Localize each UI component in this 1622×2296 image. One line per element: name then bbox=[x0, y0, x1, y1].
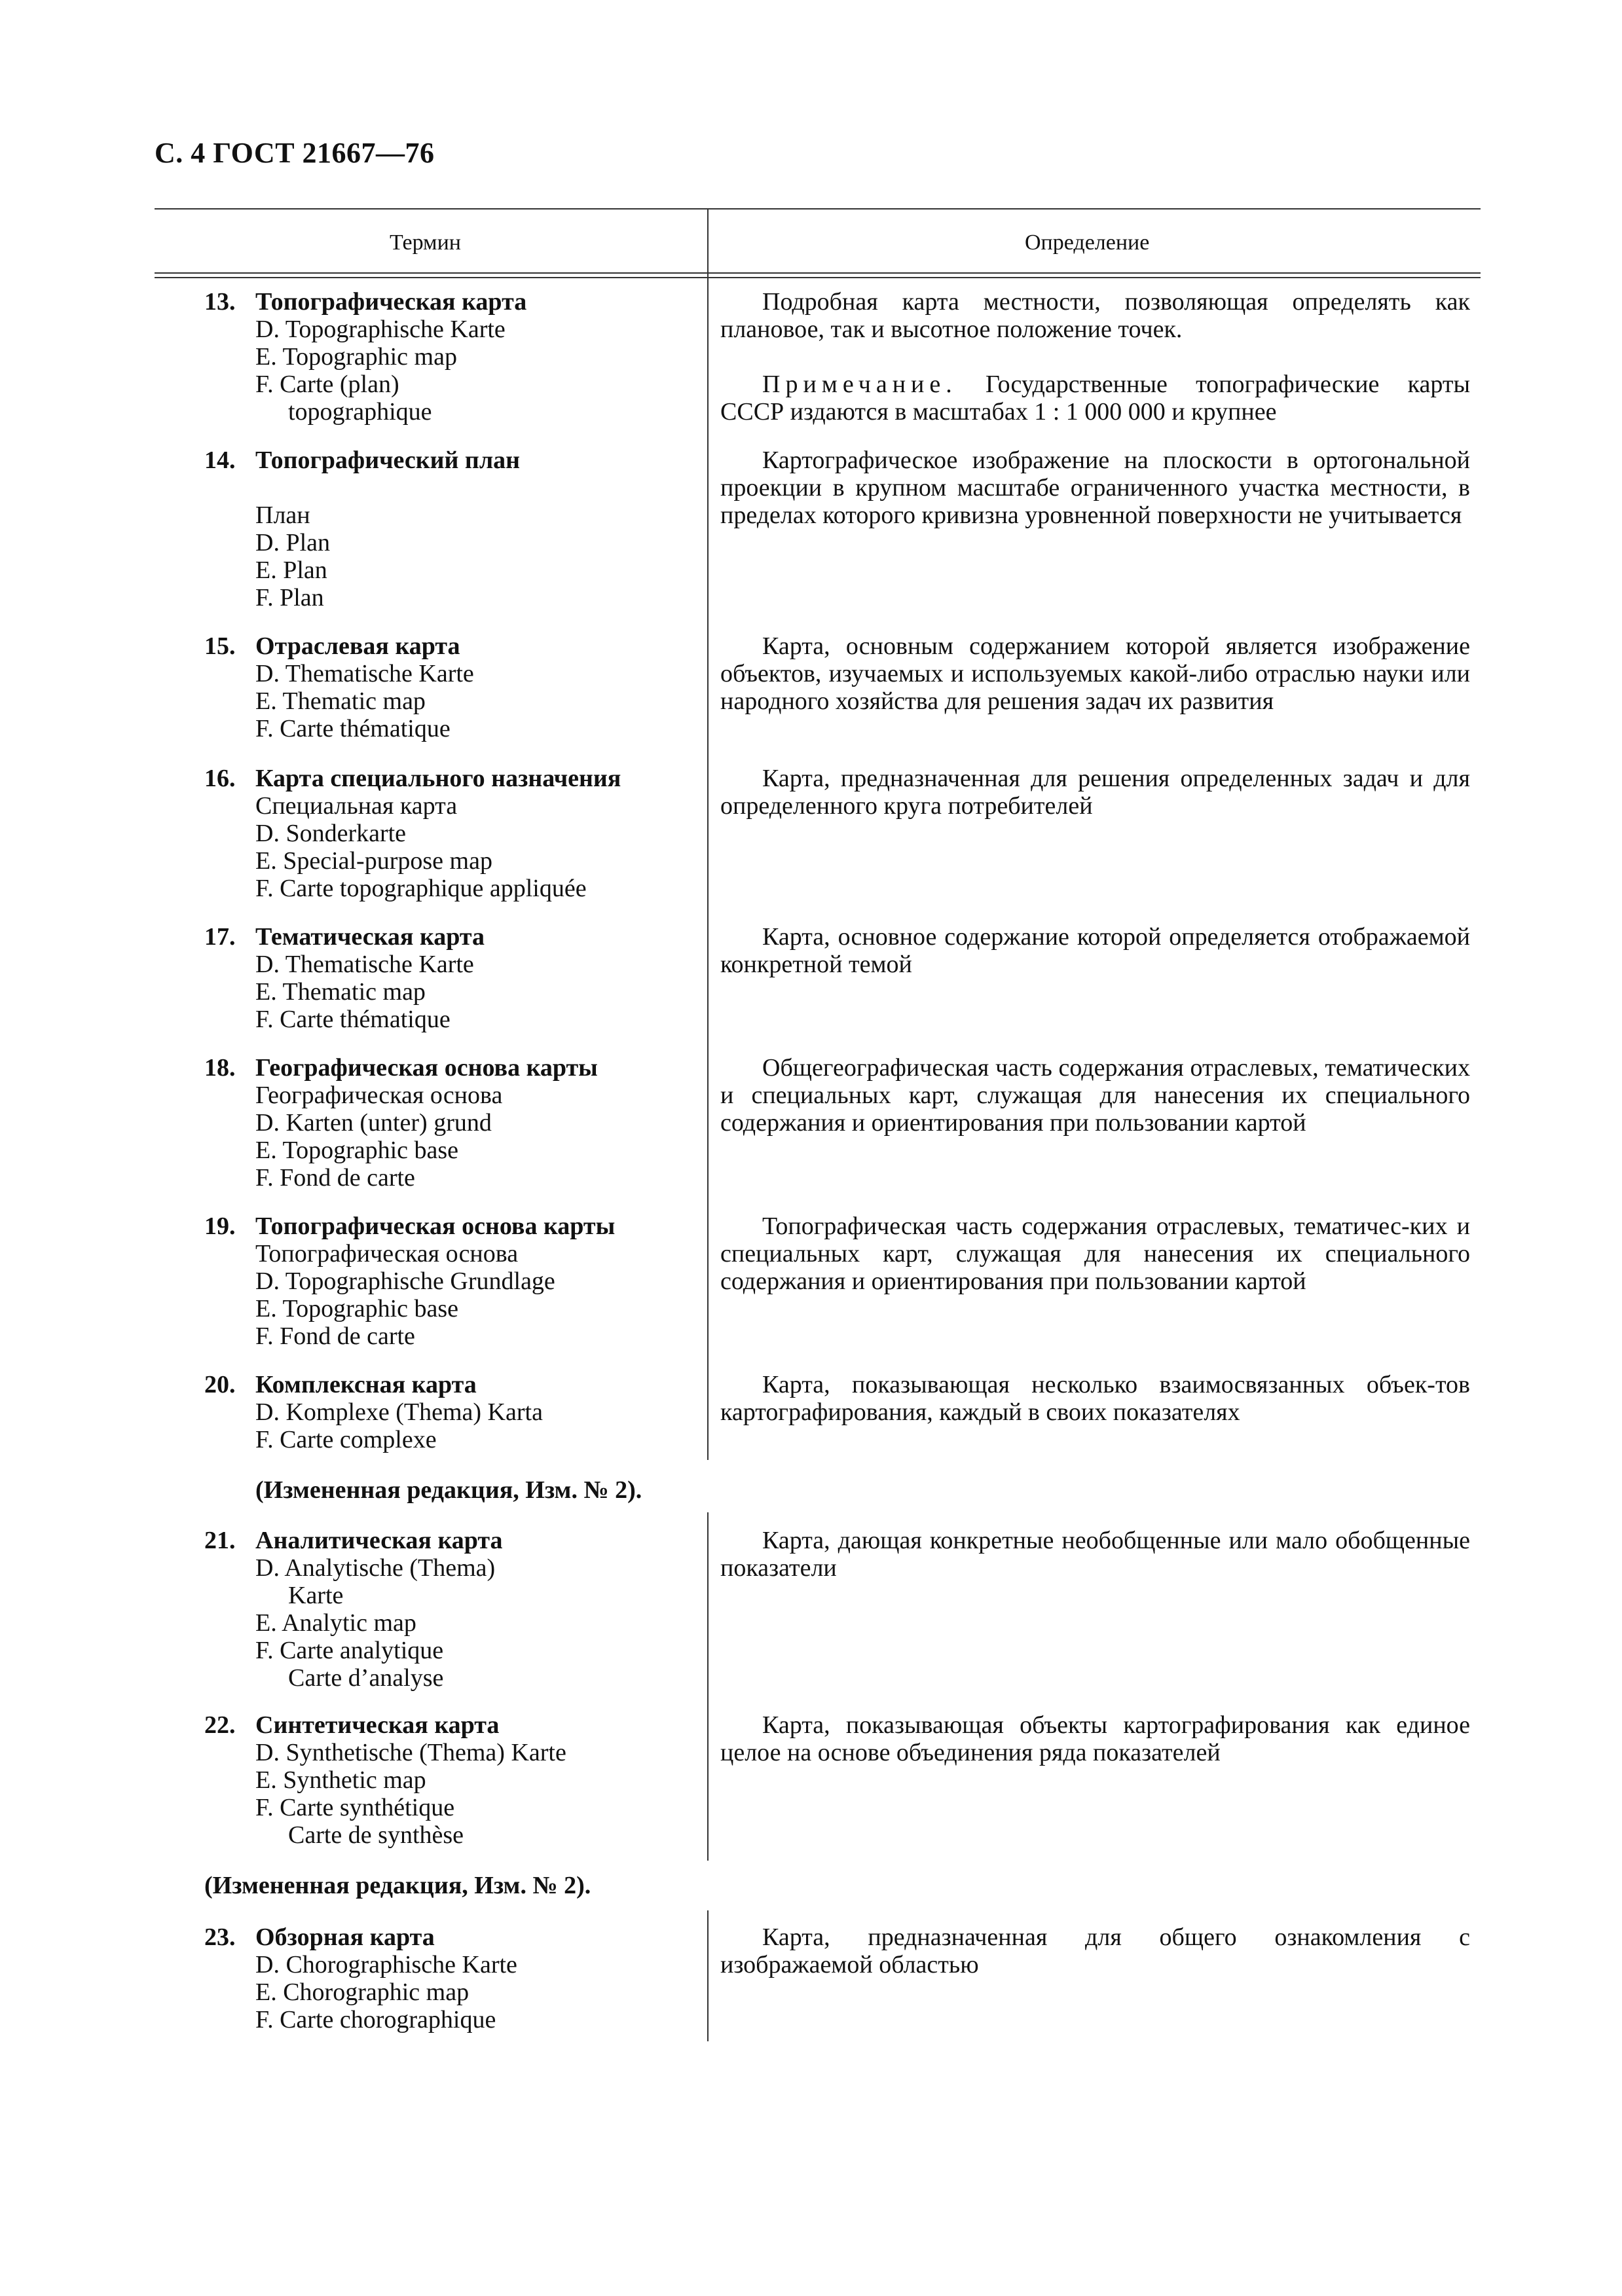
term-translation: D. Karten (unter) grund bbox=[255, 1109, 492, 1137]
term-heading: Отраслевая карта bbox=[255, 632, 460, 660]
term-cell bbox=[204, 1711, 689, 1849]
term-translation: D. Chorographische Karte bbox=[255, 1951, 517, 1978]
definition-cell bbox=[720, 632, 1470, 715]
term-translation: E. Thematic map bbox=[255, 978, 426, 1006]
definition-text: Карта, основное содержание которой определяется отображаемой конкретной темой bbox=[720, 923, 1470, 978]
column-header-term: Термин bbox=[390, 230, 461, 255]
definition-cell bbox=[720, 1212, 1470, 1295]
amendment-note: (Измененная редакция, Изм. № 2). bbox=[255, 1476, 642, 1504]
term-heading: Топографическая основа карты bbox=[255, 1212, 616, 1240]
definition-cell bbox=[720, 765, 1470, 820]
term-translation: D. Plan bbox=[255, 529, 330, 556]
term-translation: F. Plan bbox=[255, 584, 324, 611]
term-translation: D. Komplexe (Thema) Karta bbox=[255, 1398, 543, 1426]
term-heading: Аналитическая карта bbox=[255, 1527, 503, 1554]
column-header-definition: Определение bbox=[1025, 230, 1150, 255]
term-translation: Carte de synthèse bbox=[288, 1821, 464, 1849]
term-cell bbox=[204, 765, 689, 902]
term-translation: E. Plan bbox=[255, 556, 327, 584]
term-cell bbox=[204, 1054, 689, 1192]
term-translation: Специальная карта bbox=[255, 792, 458, 820]
definition-text: Общегеографическая часть содержания отраслевых, тематических и специальных карт, служащая для нанесения их специального содержания и ориентирования при пользовании картой bbox=[720, 1054, 1470, 1137]
term-translation: План bbox=[255, 501, 310, 529]
definition-cell bbox=[720, 1527, 1470, 1582]
term-translation: E. Thematic map bbox=[255, 687, 426, 715]
definition-text: Картографическое изображение на плоскости в ортогональной проекции в крупном масштабе ограниченного участка местности, в пределах которого кривизна уровненной поверхности не учитывается bbox=[720, 446, 1470, 529]
entry-number: 15. bbox=[204, 632, 236, 660]
entry-number: 21. bbox=[204, 1527, 236, 1554]
term-translation: D. Topographische Karte bbox=[255, 316, 506, 343]
term-heading: Обзорная карта bbox=[255, 1923, 435, 1951]
column-divider bbox=[707, 1910, 709, 2041]
term-translation: topographique bbox=[288, 398, 432, 426]
entry-number: 16. bbox=[204, 765, 236, 792]
entry-number: 18. bbox=[204, 1054, 236, 1082]
definition-text: Карта, показывающая объекты картографирования как единое целое на основе объединения ряда показателей bbox=[720, 1711, 1470, 1766]
definition-cell bbox=[720, 288, 1470, 426]
term-cell bbox=[204, 288, 689, 426]
definition-text: Карта, основным содержанием которой является изображение объектов, изучаемых и используемых какой-либо отраслью науки или народного хозяйства для решения задач их развития bbox=[720, 632, 1470, 715]
note-text: Государственные топографические карты СССР издаются в масштабах 1 : 1 000 000 и крупнее bbox=[720, 371, 1470, 426]
term-heading: Географическая основа карты bbox=[255, 1054, 598, 1082]
term-translation: E. Synthetic map bbox=[255, 1766, 426, 1794]
term-translation: F. Carte complexe bbox=[255, 1426, 437, 1453]
entry-number: 17. bbox=[204, 923, 236, 951]
definition-cell bbox=[720, 923, 1470, 978]
term-cell bbox=[204, 1923, 689, 2033]
term-translation: Carte d’analyse bbox=[288, 1664, 444, 1692]
definition-cell bbox=[720, 446, 1470, 529]
amendment-note: (Измененная редакция, Изм. № 2). bbox=[204, 1872, 591, 1899]
term-translation: D. Synthetische (Thema) Karte bbox=[255, 1739, 566, 1766]
term-translation: F. Carte synthétique bbox=[255, 1794, 455, 1821]
term-cell bbox=[204, 1527, 689, 1692]
entry-number: 19. bbox=[204, 1212, 236, 1240]
term-heading: Синтетическая карта bbox=[255, 1711, 500, 1739]
term-translation: F. Carte (plan) bbox=[255, 371, 399, 398]
definition-note bbox=[720, 371, 1470, 426]
entry-number: 20. bbox=[204, 1371, 236, 1398]
table-header-rule bbox=[155, 272, 1481, 274]
term-heading: Топографическая карта bbox=[255, 288, 527, 316]
term-cell bbox=[204, 1371, 689, 1453]
term-translation: F. Fond de carte bbox=[255, 1322, 415, 1350]
definition-cell bbox=[720, 1054, 1470, 1137]
term-translation: D. Thematische Karte bbox=[255, 951, 474, 978]
term-translation: F. Carte analytique bbox=[255, 1637, 444, 1664]
term-translation: D. Topographische Grundlage bbox=[255, 1267, 555, 1295]
term-heading: Карта специального назначения bbox=[255, 765, 621, 792]
definition-text: Карта, предназначенная для решения определенных задач и для определенного круга потребителей bbox=[720, 765, 1470, 820]
term-translation: F. Carte thématique bbox=[255, 1006, 451, 1033]
term-translation: F. Carte thématique bbox=[255, 715, 451, 742]
term-heading: Тематическая карта bbox=[255, 923, 485, 951]
note-label: Примечание. bbox=[762, 371, 957, 398]
term-translation: F. Fond de carte bbox=[255, 1164, 415, 1192]
term-heading: Комплексная карта bbox=[255, 1371, 477, 1398]
term-cell bbox=[204, 632, 689, 742]
entry-number: 22. bbox=[204, 1711, 236, 1739]
definition-text: Карта, дающая конкретные необобщенные или мало обобщенные показатели bbox=[720, 1527, 1470, 1582]
term-cell bbox=[204, 1212, 689, 1350]
term-translation: E. Topographic base bbox=[255, 1137, 459, 1164]
term-translation: D. Thematische Karte bbox=[255, 660, 474, 687]
term-translation: E. Special-purpose map bbox=[255, 847, 492, 875]
term-cell bbox=[204, 446, 689, 611]
term-translation: F. Carte chorographique bbox=[255, 2006, 496, 2033]
term-translation: Karte bbox=[288, 1582, 344, 1609]
column-divider bbox=[707, 1512, 709, 1861]
term-translation: D. Analytische (Thema) bbox=[255, 1554, 496, 1582]
term-translation: E. Topographic map bbox=[255, 343, 457, 371]
page-header: С. 4 ГОСТ 21667—76 bbox=[155, 137, 435, 169]
term-translation: F. Carte topographique appliquée bbox=[255, 875, 587, 902]
term-spacer bbox=[204, 474, 689, 501]
term-translation: E. Topographic base bbox=[255, 1295, 459, 1322]
definition-text: Карта, предназначенная для общего ознакомления с изображаемой областью bbox=[720, 1923, 1470, 1978]
definition-text: Подробная карта местности, позволяющая определять как плановое, так и высотное положение точек. bbox=[720, 288, 1470, 343]
table-header-rule-2 bbox=[155, 277, 1481, 278]
term-cell bbox=[204, 923, 689, 1033]
entry-number: 13. bbox=[204, 288, 236, 316]
definition-text: Карта, показывающая несколько взаимосвязанных объек-тов картографирования, каждый в своих показателях bbox=[720, 1371, 1470, 1426]
term-translation: E. Analytic map bbox=[255, 1609, 416, 1637]
definition-text: Топографическая часть содержания отраслевых, тематичес-ких и специальных карт, служащая для нанесения их специального содержания и ориентирования при пользовании картой bbox=[720, 1212, 1470, 1295]
entry-number: 14. bbox=[204, 446, 236, 474]
entry-number: 23. bbox=[204, 1923, 236, 1951]
term-heading: Топографический план bbox=[255, 446, 521, 474]
definition-cell bbox=[720, 1711, 1470, 1766]
term-translation: Топографическая основа bbox=[255, 1240, 519, 1267]
term-translation: D. Sonderkarte bbox=[255, 820, 407, 847]
term-translation: Географическая основа bbox=[255, 1082, 503, 1109]
definition-cell bbox=[720, 1371, 1470, 1426]
term-translation: E. Chorographic map bbox=[255, 1978, 470, 2006]
column-divider bbox=[707, 208, 709, 1460]
definition-cell bbox=[720, 1923, 1470, 1978]
table-top-rule bbox=[155, 208, 1481, 210]
